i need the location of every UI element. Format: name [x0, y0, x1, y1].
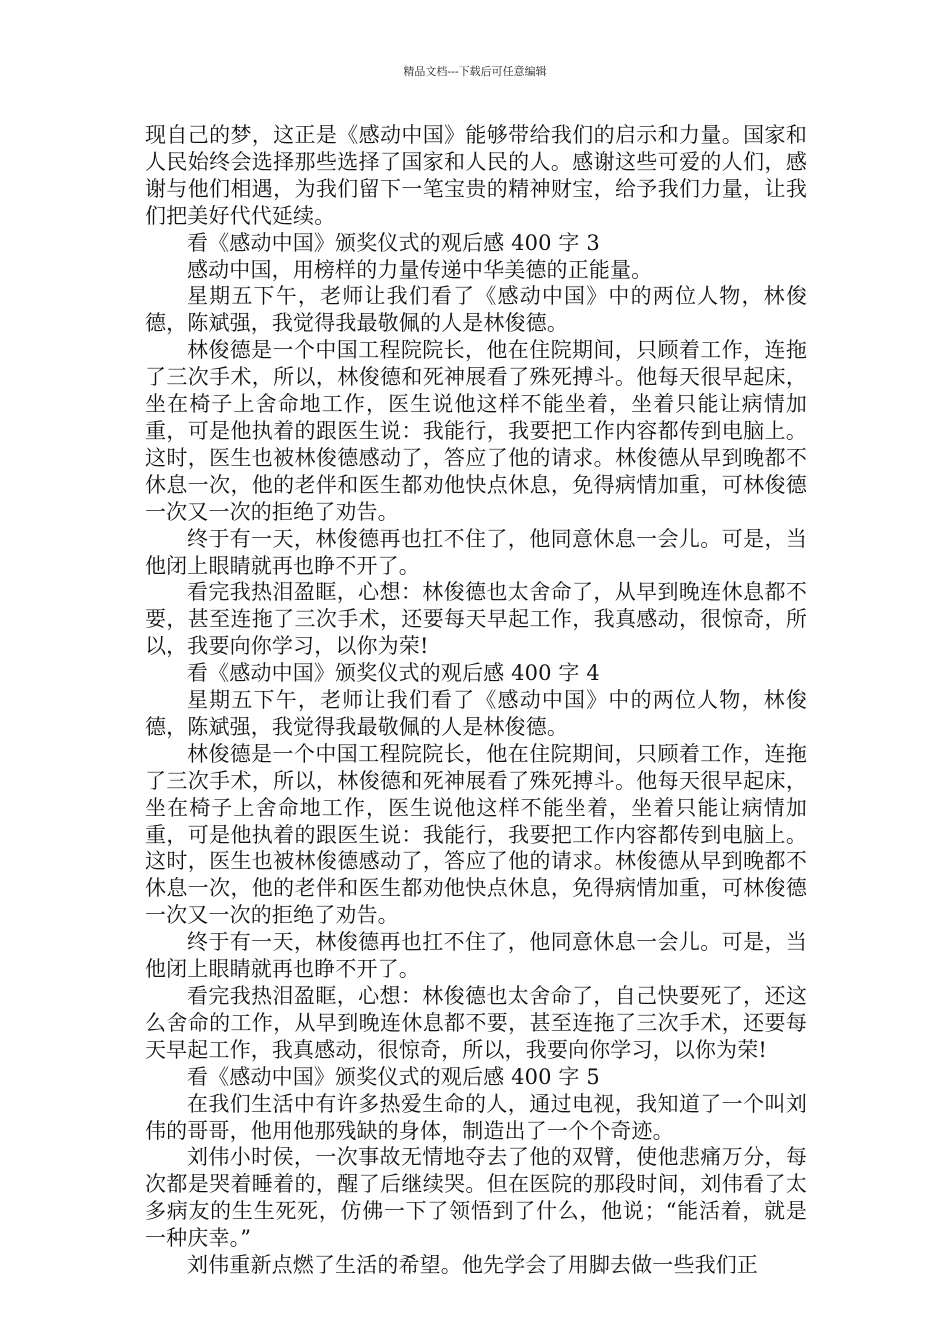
section-heading: 看《感动中国》颁奖仪式的观后感 400 字 5: [187, 1064, 600, 1089]
paragraph: 星期五下午，老师让我们看了《感动中国》中的两位人物，林俊德，陈斌强，我觉得我最敬佩的人是林俊德。: [145, 688, 807, 739]
paragraph: 刘伟重新点燃了生活的希望。他先学会了用脚去做一些我们正: [187, 1253, 759, 1278]
paragraph: 感动中国，用榜样的力量传递中华美德的正能量。: [187, 257, 653, 282]
page-header: 精品文档---下载后可任意编辑: [403, 65, 547, 78]
section-heading: 看《感动中国》颁奖仪式的观后感 400 字 4: [187, 661, 600, 686]
paragraph: 看完我热泪盈眶，心想：林俊德也太舍命了，自己快要死了，还这么舍命的工作，从早到晚连休息都不要，甚至连拖了三次手术，还要每天早起工作，我真感动，很惊奇，所以，我要向你学习，以你为荣!: [145, 984, 807, 1062]
paragraph: 终于有一天，林俊德再也扛不住了，他同意休息一会儿。可是，当他闭上眼睛就再也睁不开了。: [145, 930, 807, 982]
document-body: [145, 122, 807, 1279]
paragraph: 终于有一天，林俊德再也扛不住了，他同意休息一会儿。可是，当他闭上眼睛就再也睁不开了。: [145, 526, 807, 578]
paragraph: 林俊德是一个中国工程院院长，他在住院期间，只顾着工作，连拖了三次手术，所以，林俊德和死神展看了殊死搏斗。他每天很早起床，坐在椅子上舍命地工作，医生说他这样不能坐着，坐着只能让病情加重，可是他执着的跟医生说：我能行，我要把工作内容都传到电脑上。这时，医生也被林俊德感动了，答应了他的请求。林俊德从早到晚都不休息一次，他的老伴和医生都劝他快点休息，免得病情加重，可林俊德一次又一次的拒绝了劝告。: [145, 741, 807, 928]
paragraph: 林俊德是一个中国工程院院长，他在住院期间，只顾着工作，连拖了三次手术，所以，林俊德和死神展看了殊死搏斗。他每天很早起床，坐在椅子上舍命地工作，医生说他这样不能坐着，坐着只能让病情加重，可是他执着的跟医生说：我能行，我要把工作内容都传到电脑上。这时，医生也被林俊德感动了，答应了他的请求。林俊德从早到晚都不休息一次，他的老伴和医生都劝他快点休息，免得病情加重，可林俊德一次又一次的拒绝了劝告。: [145, 338, 807, 524]
paragraph: 在我们生活中有许多热爱生命的人，通过电视，我知道了一个叫刘伟的哥哥，他用他那残缺的身体，制造出了一个个奇迹。: [145, 1091, 807, 1143]
paragraph: 看完我热泪盈眶，心想：林俊德也太舍命了，从早到晚连休息都不要，甚至连拖了三次手术，还要每天早起工作，我真感动，很惊奇，所以，我要向你学习，以你为荣!: [145, 580, 807, 659]
section-heading: 看《感动中国》颁奖仪式的观后感 400 字 3: [187, 230, 600, 255]
paragraph: 现自己的梦，这正是《感动中国》能够带给我们的启示和力量。国家和人民始终会选择那些选择了国家和人民的人。感谢这些可爱的人们，感谢与他们相遇，为我们留下一笔宝贵的精神财宝，给予我们力量，让我们把美好代代延续。: [145, 123, 807, 228]
paragraph: 星期五下午，老师让我们看了《感动中国》中的两位人物，林俊德，陈斌强，我觉得我最敬佩的人是林俊德。: [145, 284, 807, 336]
paragraph: 刘伟小时侯，一次事故无情地夺去了他的双臂，使他悲痛万分，每次都是哭着睡着的，醒了后继续哭。但在医院的那段时间，刘伟看了太多病友的生生死死，仿佛一下了领悟到了什么，他说；“能活着，就是一种庆幸。”: [145, 1145, 807, 1251]
